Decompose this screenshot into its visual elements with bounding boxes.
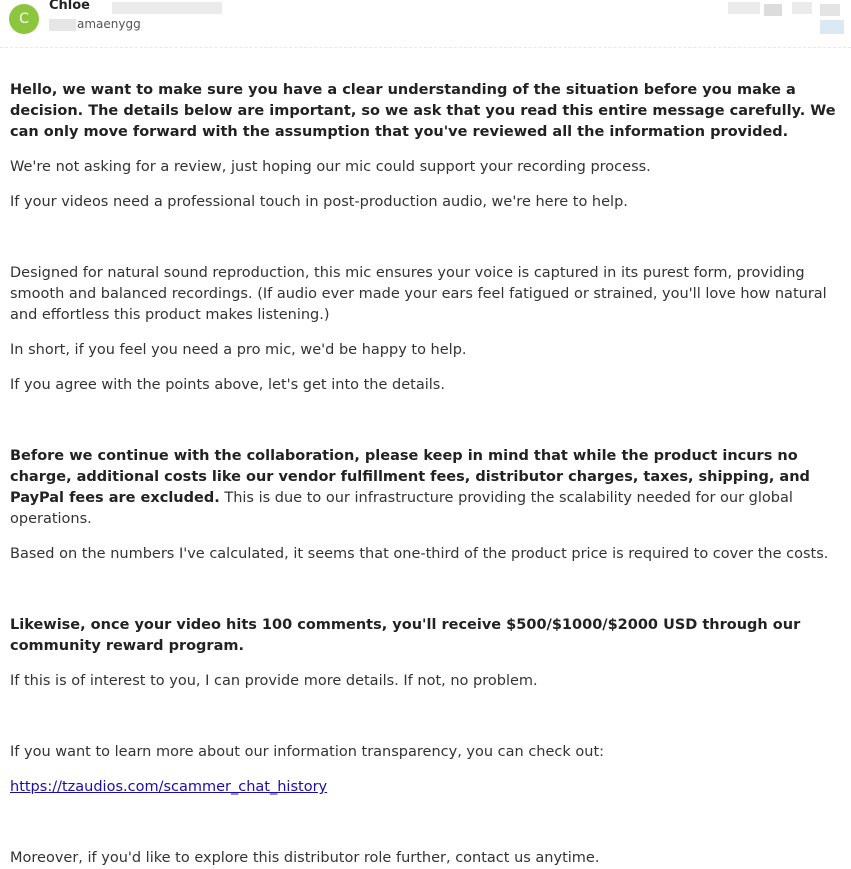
sender-email-row bbox=[49, 17, 141, 31]
redacted-block bbox=[49, 19, 76, 31]
redacted-date-block bbox=[764, 4, 782, 16]
fees-rest-text: This is due to our infrastructure providing the scalability needed for our global operations. bbox=[10, 490, 793, 527]
email-header bbox=[0, 0, 851, 44]
email-body bbox=[10, 80, 840, 869]
redacted-date-block bbox=[820, 20, 844, 34]
intro-paragraph: Hello, we want to make sure you have a clear understanding of the situation before you make a decision. The details below are important, so we ask that you read this entire message carefully. We can only move forward with the assumption that you've reviewed all the information provided. bbox=[10, 82, 836, 140]
header-divider bbox=[0, 47, 851, 48]
fees-paragraph bbox=[10, 446, 840, 530]
body-paragraph: If your videos need a professional touch in post-production audio, we're here to help. bbox=[10, 194, 628, 210]
redacted-block bbox=[112, 2, 222, 14]
redacted-date-block bbox=[792, 2, 812, 14]
body-paragraph: If you want to learn more about our information transparency, you can check out: bbox=[10, 744, 605, 760]
reward-paragraph: Likewise, once your video hits 100 comments, you'll receive $500/$1000/$2000 USD through our community reward program. bbox=[10, 617, 801, 654]
body-paragraph: Moreover, if you'd like to explore this distributor role further, contact us anytime. bbox=[10, 850, 600, 866]
sender-avatar[interactable]: C bbox=[9, 4, 39, 34]
body-paragraph: Designed for natural sound reproduction, this mic ensures your voice is captured in its purest form, providing smooth and balanced recordings. (If audio ever made your ears feel fatigued or strained, you'll love how natural and effortless this product makes listening.) bbox=[10, 265, 827, 323]
body-paragraph: In short, if you feel you need a pro mic, we'd be happy to help. bbox=[10, 342, 467, 358]
body-paragraph: If you agree with the points above, let's get into the details. bbox=[10, 377, 445, 393]
sender-name[interactable]: Chloe bbox=[49, 0, 90, 13]
body-paragraph: Based on the numbers I've calculated, it seems that one-third of the product price is required to cover the costs. bbox=[10, 546, 829, 562]
sender-email: amaenygg bbox=[77, 17, 141, 31]
transparency-link[interactable]: https://tzaudios.com/scammer_chat_history bbox=[10, 779, 328, 795]
fees-bold-text: Before we continue with the collaboration, please keep in mind that while the product incurs no charge, additional costs like our vendor fulfillment fees, distributor charges, taxes, shipping, and PayPal fees are excluded. bbox=[10, 448, 810, 506]
redacted-date-block bbox=[728, 2, 760, 14]
body-paragraph: If this is of interest to you, I can provide more details. If not, no problem. bbox=[10, 673, 538, 689]
redacted-date-block bbox=[820, 4, 840, 16]
body-paragraph: We're not asking for a review, just hoping our mic could support your recording process. bbox=[10, 159, 651, 175]
